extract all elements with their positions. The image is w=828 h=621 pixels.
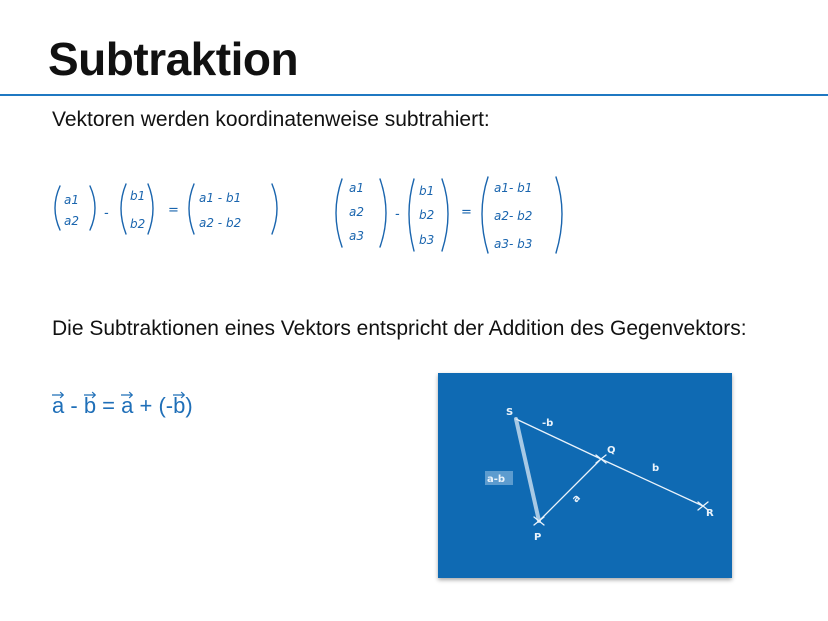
- label-a-minus-b: a-b: [487, 474, 506, 485]
- vector-a-line: [539, 459, 601, 521]
- vector-a-minus-b-line: [516, 419, 539, 521]
- label-Q: Q: [607, 445, 616, 456]
- vector-a-3d-row-2: a2: [349, 205, 364, 219]
- bracket-strokes-2d: [48, 180, 348, 260]
- slide-title: Subtraktion: [48, 33, 299, 85]
- vector-neg-b-line: [516, 419, 601, 459]
- vector-a: a: [121, 393, 134, 418]
- subtraction-description: Die Subtraktionen eines Vektors entspricht der Addition des Gegenvektors:: [52, 317, 747, 340]
- vector-a-2d-row-1: a1: [64, 193, 79, 207]
- vector-a-3d-row-3: a3: [349, 229, 364, 243]
- vector-b-2d-row-1: b1: [130, 189, 146, 203]
- vector-arrow-icon: [121, 391, 133, 399]
- label-a: a: [570, 492, 583, 506]
- label-S: S: [506, 407, 514, 418]
- point-Q-mark: [596, 455, 606, 463]
- label-P: P: [534, 532, 542, 543]
- label-neg-b: -b: [542, 418, 554, 429]
- equals-sign-2d: =: [168, 203, 179, 218]
- label-b: b: [652, 463, 660, 474]
- vector-b-3d-row-1: b1: [419, 184, 435, 198]
- vector-b-2d-row-2: b2: [130, 217, 146, 231]
- equals-sign-3d: =: [461, 205, 472, 220]
- result-2d-row-1: a1 - b1: [199, 191, 242, 205]
- vector-b-3d-row-2: b2: [419, 208, 435, 222]
- result-3d-row-3: a3- b3: [494, 237, 533, 251]
- result-3d-row-1: a1- b1: [494, 181, 533, 195]
- vector-sketch-drawing: [438, 373, 732, 578]
- vector-a: a: [52, 393, 65, 418]
- vector-b: b: [83, 393, 97, 418]
- vector-subtraction-formula: a - b = a + (-b ): [52, 393, 193, 418]
- intro-text: Vektoren werden koordinatenweise subtrahiert:: [52, 108, 490, 131]
- title-divider: [0, 94, 828, 96]
- vector-a-2d-row-2: a2: [64, 214, 79, 228]
- vector-arrow-icon: [52, 391, 64, 399]
- vector-arrow-icon: [173, 391, 185, 399]
- vector-b-3d-row-3: b3: [419, 233, 435, 247]
- minus-sign-2d: -: [104, 206, 109, 221]
- label-R: R: [706, 508, 714, 519]
- vector-a-3d-row-1: a1: [349, 181, 364, 195]
- minus-sign-3d: -: [395, 207, 400, 222]
- vector-arrow-icon: [84, 391, 96, 399]
- result-3d-row-2: a2- b2: [494, 209, 533, 223]
- bracket-strokes-3d: [330, 173, 590, 263]
- vector-sketch-photo: [438, 373, 732, 578]
- vector-b: b: [173, 393, 186, 418]
- result-2d-row-2: a2 - b2: [199, 216, 242, 230]
